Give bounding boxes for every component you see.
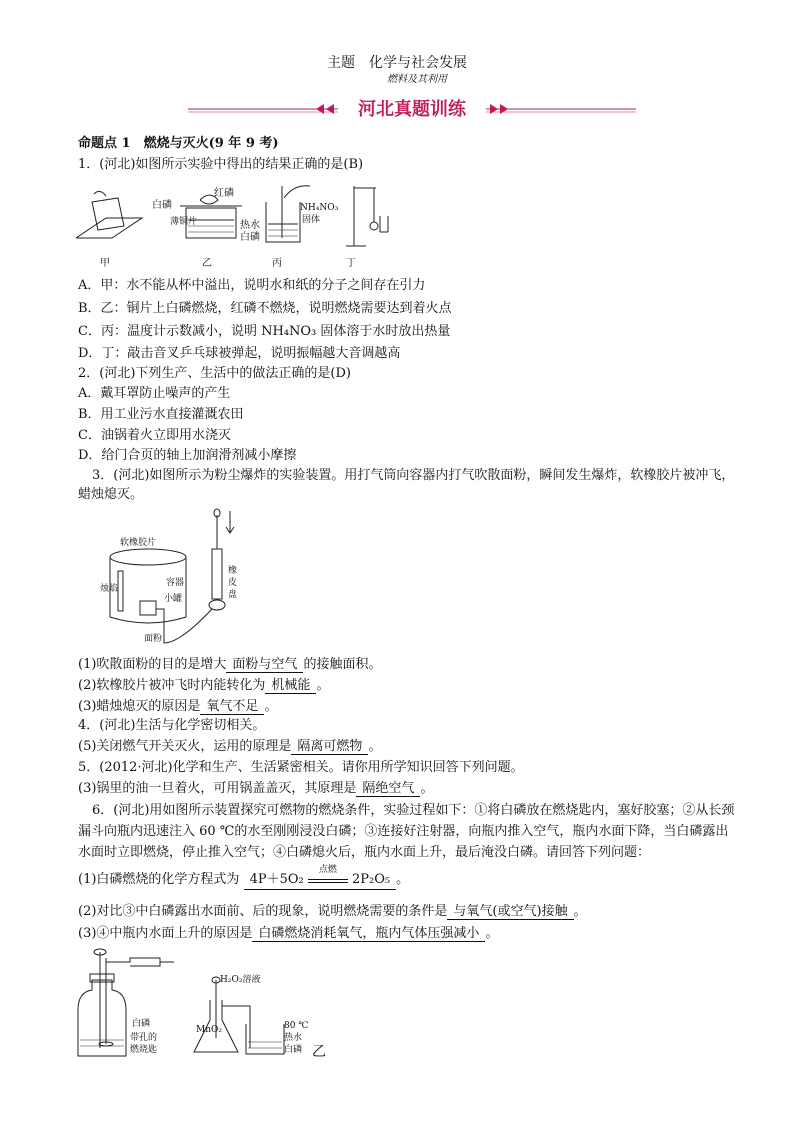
fig3-xiang: 橡 [228,566,238,576]
fig1-label-ding: 丁 [346,258,356,269]
fig3-zhuyan: 烛焰 [100,584,119,594]
q3-a3-prefix: (3)蜡烛熄灭的原因是 [78,699,201,714]
fig1-label-yi: 乙 [202,258,212,269]
fig3-ruanxiangjiao: 软橡胶片 [120,538,157,548]
fig1-nh4no3: NH₄NO₃ [300,203,339,213]
fig3-mianfen: 面粉 [144,634,163,644]
q3-answer-3 [78,697,738,716]
fig3-pi: 皮 [228,578,238,588]
section-banner [188,96,636,122]
q5-answer-text: 隔绝空气 [356,781,420,797]
q6-a2-suffix: 。 [573,904,587,919]
fig6-bailin: 白磷 [132,1019,151,1029]
q4-answer [78,737,738,756]
q3-answer-2 [78,676,738,695]
fig6-daikong: 带孔的 [130,1033,158,1043]
fig1-label-bing: 丙 [272,258,282,269]
q6-a2-answer: 与氧气(或空气)接触 [447,904,573,920]
fig6-temp: 80 ℃ [284,1021,309,1031]
q4-suffix: 。 [368,739,382,754]
q1-option-c: C．丙：温度计示数减小，说明 NH₄NO₃ 固体溶于水时放出热量 [78,324,451,339]
q2-stem: 2．(河北)下列生产、生活中的做法正确的是(D) [78,366,351,381]
q3-a2-prefix: (2)软橡胶片被冲飞时内能转化为 [78,678,266,693]
q2-option-b: B．用工业污水直接灌溉农田 [78,407,244,422]
fig1-tongpian: 薄铜片 [170,217,198,227]
page-subtitle: 燃料及其利用 [387,74,447,85]
section-heading: 命题点 1 燃烧与灭火(9 年 9 考) [78,136,279,151]
fig1-label-jia: 甲 [100,258,110,269]
fig6-bailin2: 白磷 [284,1045,303,1055]
q4-prefix: (5)关闭燃气开关灭火，运用的原理是 [78,739,292,754]
q6-a3-suffix: 。 [485,926,499,941]
fig6-ranshaochi: 燃烧匙 [130,1045,158,1055]
q6-answer-2 [78,902,738,921]
q6-eq-condition [308,865,348,883]
q6-a2-prefix: (2)对比③中白磷露出水面前、后的现象，说明燃烧需要的条件是 [78,904,448,919]
fig6-yi: 乙 [312,1044,326,1060]
q6-figure [70,948,340,1060]
q5-answer [78,779,738,798]
q3-figure [100,505,260,645]
q3-a2-answer: 机械能 [265,678,316,694]
fig1-reshui: 热水 [240,220,260,231]
fig1-guti: 固体 [302,215,321,225]
q5-stem: 5．(2012·河北)化学和生产、生活紧密相关。请你用所学知识回答下列问题。 [78,760,524,775]
fig6-h2o2: H₂O₂溶液 [220,975,261,985]
q6-answer-1 [78,865,738,890]
fig1-bailin: 白磷 [152,200,172,211]
q3-answer-1 [78,655,738,674]
fig3-rongqi: 容器 [166,578,185,588]
q3-stem: 3．(河北)如图所示为粉尘爆炸的实验装置。用打气筒向容器内打气吹散面粉，瞬间发生爆炸，软橡胶片被冲飞，蜡烛熄灭。 [78,468,735,502]
q6-stem: 6．(河北)用如图所示装置探究可燃物的燃烧条件，实验过程如下：①将白磷放在燃烧匙内，塞好胶塞；②从长颈漏斗向瓶内迅速注入 60 ℃的水至刚刚浸没白磷；③连接好注射器，向瓶内推入空气，瓶内水面下降，当白磷露出水面时立即燃烧，停止推入空气；④白磷熄火后，瓶内水面上升，最后淹没白磷。请回答下列问题： [78,803,735,860]
q6-a1-equation [244,865,397,890]
q6-eq-left: 4P＋5O₂ [249,872,304,887]
q2-option-d: D．给门合页的轴上加润滑剂减小摩擦 [78,448,297,463]
q2-option-c: C．油锅着火立即用水浇灭 [78,428,231,443]
q5-suffix: 。 [420,781,434,796]
q4-stem: 4．(河北)生活与化学密切相关。 [78,718,266,733]
q1-option-b: B．乙：铜片上白磷燃烧，红磷不燃烧，说明燃烧需要达到着火点 [78,301,452,316]
q6-a1-suffix: 。 [396,872,410,887]
fig3-pan: 盘 [228,590,238,600]
page-title: 主题 化学与社会发展 [327,55,467,71]
q5-prefix: (3)锅里的油一旦着火，可用锅盖盖灭，其原理是 [78,781,357,796]
fig1-honglin: 红磷 [214,188,234,199]
q3-a1-answer: 面粉与空气 [226,657,303,673]
q3-a2-suffix: 。 [316,678,330,693]
fig6-reshui: 热水 [284,1033,303,1043]
q2-option-a: A．戴耳罩防止噪声的产生 [78,386,231,401]
q6-eq-right: 2P₂O₅ [352,872,391,887]
q3-a3-answer: 氧气不足 [200,699,264,715]
q4-answer-text: 隔离可燃物 [291,739,368,755]
q3-a3-suffix: 。 [264,699,278,714]
q1-figure [76,180,406,272]
q6-eq-cond-text: 点燃 [318,865,337,875]
q6-a1-prefix: (1)白磷燃烧的化学方程式为 [78,872,240,887]
fig3-xiaoguan: 小罐 [164,594,183,604]
banner-text: 河北真题训练 [358,99,466,120]
q1-option-d: D．丁：敲击音叉乒乓球被弹起，说明振幅越大音调越高 [78,346,401,361]
fig1-bailin2: 白磷 [240,232,260,243]
q3-a1-suffix: 的接触面积。 [303,657,382,672]
q6-a3-prefix: (3)④中瓶内水面上升的原因是 [78,926,253,941]
q1-stem: 1．(河北)如图所示实验中得出的结果正确的是(B) [78,157,364,172]
fig6-mno2: MnO₂ [196,1025,222,1035]
q3-a1-prefix: (1)吹散面粉的目的是增大 [78,657,227,672]
q1-option-a: A．甲：水不能从杯中溢出，说明水和纸的分子之间存在引力 [78,278,426,293]
q6-a3-answer: 白磷燃烧消耗氧气，瓶内气体压强减小 [252,926,485,942]
q6-answer-3 [78,924,738,943]
